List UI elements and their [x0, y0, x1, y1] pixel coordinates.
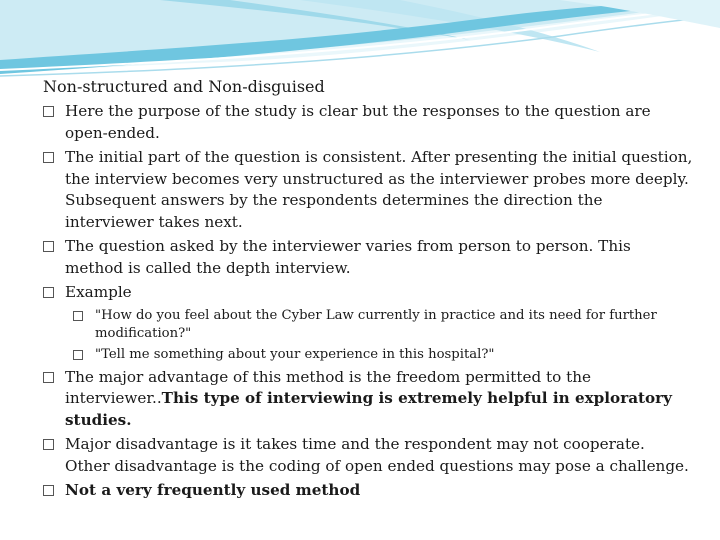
bullet-disadvantage: [43, 434, 693, 477]
bullet-purpose-text: Here the purpose of the study is clear but the responses to the question are open-ended.: [65, 102, 651, 142]
example-hospital-text: "Tell me something about your experience in this hospital?": [95, 346, 495, 362]
bullet-box-icon: [73, 311, 83, 321]
bullet-box-icon: [43, 439, 54, 450]
bullet-box-icon: [43, 241, 54, 252]
bullet-example-text: Example: [65, 283, 132, 301]
bullet-advantage-bold-text: This type of interviewing is extremely helpful in exploratory studies.: [65, 389, 673, 429]
bullet-box-icon: [43, 106, 54, 117]
example-cyber-law-text: "How do you feel about the Cyber Law currently in practice and its need for further modification?": [95, 307, 657, 341]
bullet-example: [43, 282, 693, 304]
bullet-advantage-text: The major advantage of this method is the freedom permitted to the interviewer..: [65, 367, 591, 407]
bullet-box-icon: [43, 372, 54, 383]
bullet-initial-part-text: The initial part of the question is consistent. After presenting the initial question, the interview becomes very unstructured as the interviewer probes more deeply. Subsequent answers by the respondents determines the direction the interviewer takes next.: [65, 148, 693, 231]
slide-title: Non-structured and Non-disguised: [43, 77, 325, 96]
bullet-box-icon: [43, 287, 54, 298]
bullet-final-text: Not a very frequently used method: [65, 481, 361, 499]
bullet-disadvantage-text: Major disadvantage is it takes time and the respondent may not cooperate. Other disadvantage is the coding of open ended questions may pose a challenge.: [65, 435, 689, 475]
bullet-initial-part: [43, 147, 693, 233]
bullet-advantage: [43, 367, 693, 432]
slide-content: [43, 76, 693, 505]
example-hospital: [73, 346, 693, 364]
bullet-box-icon: [73, 350, 83, 360]
bullet-purpose: [43, 101, 693, 144]
bullet-box-icon: [43, 485, 54, 496]
example-cyber-law: [73, 307, 693, 343]
bullet-depth-interview: [43, 236, 693, 279]
bullet-depth-interview-text: The question asked by the interviewer varies from person to person. This method is called the depth interview.: [65, 237, 631, 277]
bullet-final: [43, 480, 693, 502]
bullet-box-icon: [43, 152, 54, 163]
